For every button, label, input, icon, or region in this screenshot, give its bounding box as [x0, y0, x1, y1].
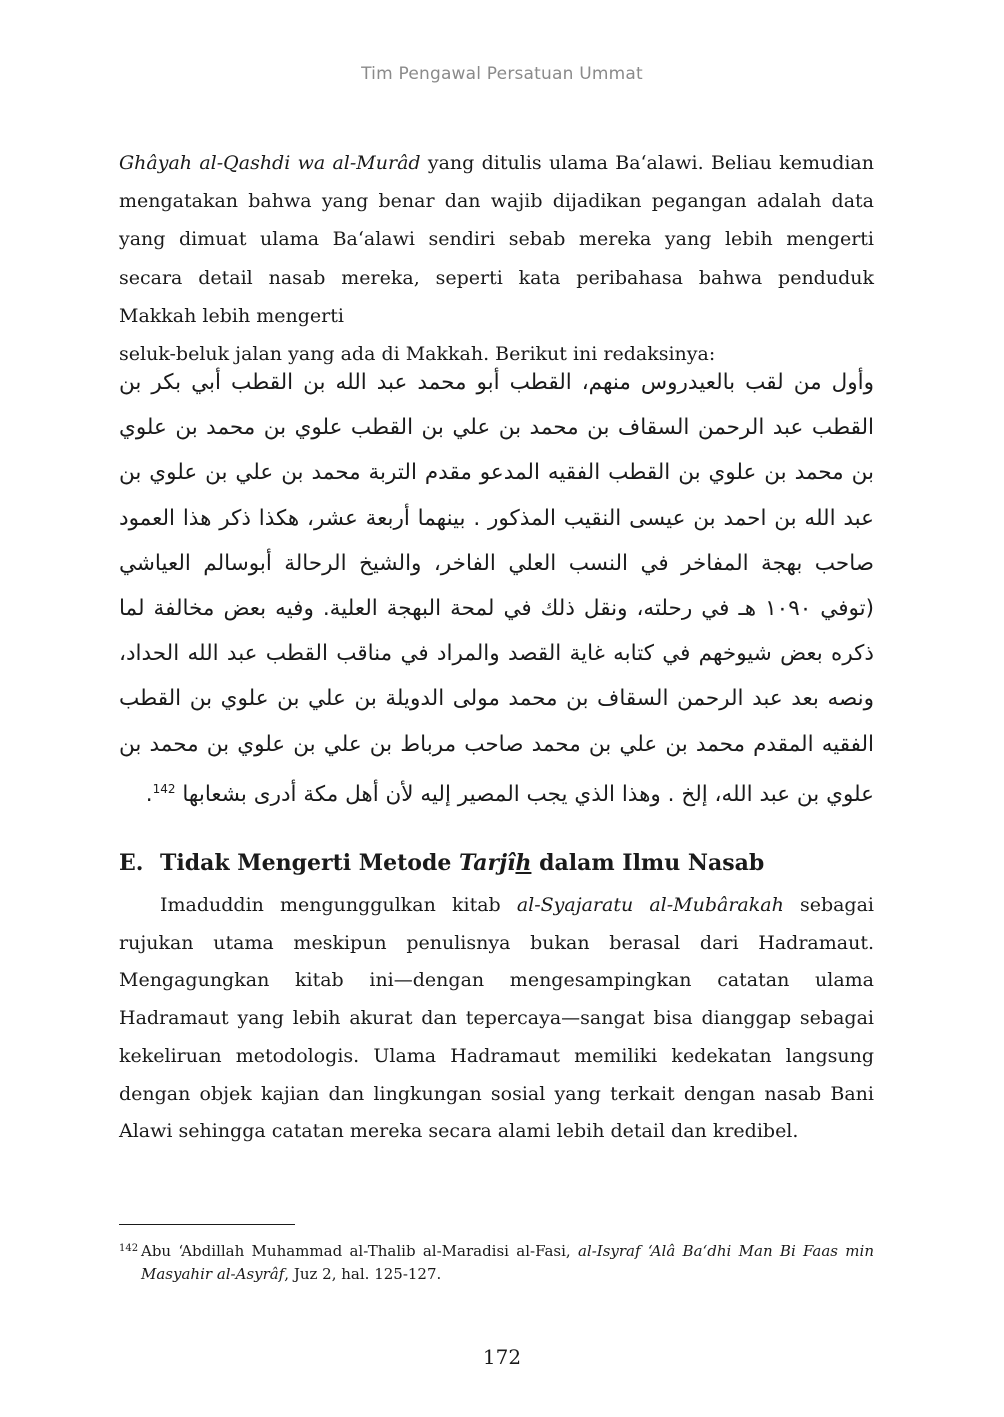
section-title-italic-text: Tarjî: [459, 850, 516, 876]
paragraph-body: [119, 887, 874, 1151]
arabic-quote-end: .: [145, 781, 153, 807]
footnote-title: al-Isyraf ‘Alâ Ba‘dhi Man Bi Faas min Masyahir al-Asyrâf: [141, 1242, 874, 1283]
book-title-italic: Ghâyah al-Qashdi wa al-Murâd: [119, 152, 421, 174]
book-title-italic-2: al-Syajaratu al-Mubârakah: [516, 894, 784, 916]
page-number: 172: [482, 1345, 522, 1369]
footnote-ref[interactable]: 142: [152, 781, 176, 796]
paragraph-intro-text: yang ditulis ulama Ba‘alawi. Beliau kemudian mengatakan bahwa yang benar dan wajib dijadikan pegangan adalah data yang dimuat ulama Ba‘alawi sendiri sebab mereka yang lebih mengerti secara detail nasab mereka, seperti kata peribahasa bahwa penduduk Makkah lebih mengerti: [119, 152, 874, 327]
paragraph-intro-last-line: seluk-beluk jalan yang ada di Makkah. Berikut ini redaksinya:: [119, 343, 716, 366]
paragraph-body-b: sebagai rujukan utama meskipun penulisnya bukan berasal dari Hadramaut. Mengagungkan kitab ini—dengan mengesampingkan catatan ulama Hadramaut yang lebih akurat dan tepercaya—sangat bisa dianggap sebagai kekeliruan metodologis. Ulama Hadramaut memiliki kedekatan langsung dengan objek kajian dan lingkungan sosial yang terkait dengan nasab Bani Alawi sehingga catatan mereka secara alami lebih detail dan kredibel.: [119, 894, 874, 1143]
footnote-rest: , Juz 2, hal. 125-127.: [284, 1265, 442, 1283]
arabic-quote: [119, 360, 874, 817]
paragraph-body-a: Imaduddin mengunggulkan kitab: [160, 894, 517, 916]
section-heading: [119, 843, 874, 883]
section-title-a: Tidak Mengerti Metode: [160, 850, 459, 876]
arabic-quote-text: وأول من لقب بالعيدروس منهم، القطب أبو محمد عبد الله بن القطب أبي بكر بن القطب عبد الرحمن السقاف بن محمد بن علي بن القطب علوي بن محمد بن علوي بن محمد بن علوي بن القطب الفقيه المدعو مقدم التربة محمد بن علي بن علوي بن عبد الله بن احمد بن عيسى النقيب المذكور . بينهما أربعة عشر، هكذا ذكر هذا العمود صاحب بهجة المفاخر في النسب العلي الفاخر، والشيخ الرحالة أبوسالم العياشي (توفي ١٠٩٠ هـ في رحلته، ونقل ذلك في لمحة البهجة العلية. وفيه بعض مخالفة لما ذكره بعض شيوخهم في كتابه غاية القصد والمراد في مناقب القطب عبد الله الحداد، ونصه بعد عبد الرحمن السقاف بن محمد مولى الدويلة بن علي بن علوي بن القطب الفقيه المقدم محمد بن علي بن محمد صاحب مرباط بن علي بن علوي بن محمد بن علوي بن عبد الله، إلخ . وهذا الذي يجب المصير إليه لأن أهل مكة أدرى بشعابها: [119, 370, 874, 807]
footnote: [119, 1240, 874, 1286]
paragraph-intro: [119, 144, 874, 373]
section-title-b: dalam Ilmu Nasab: [531, 850, 765, 876]
section-title-italic-underlined: h: [515, 850, 532, 876]
footnote-author: Abu ‘Abdillah Muhammad al-Thalib al-Maradisi al-Fasi,: [141, 1242, 578, 1260]
running-head: Tim Pengawal Persatuan Ummat: [361, 64, 643, 84]
section-title-italic: [459, 850, 531, 876]
section-letter: E.: [119, 850, 144, 876]
footnote-divider: [119, 1224, 295, 1225]
footnote-number: 142: [119, 1243, 139, 1254]
